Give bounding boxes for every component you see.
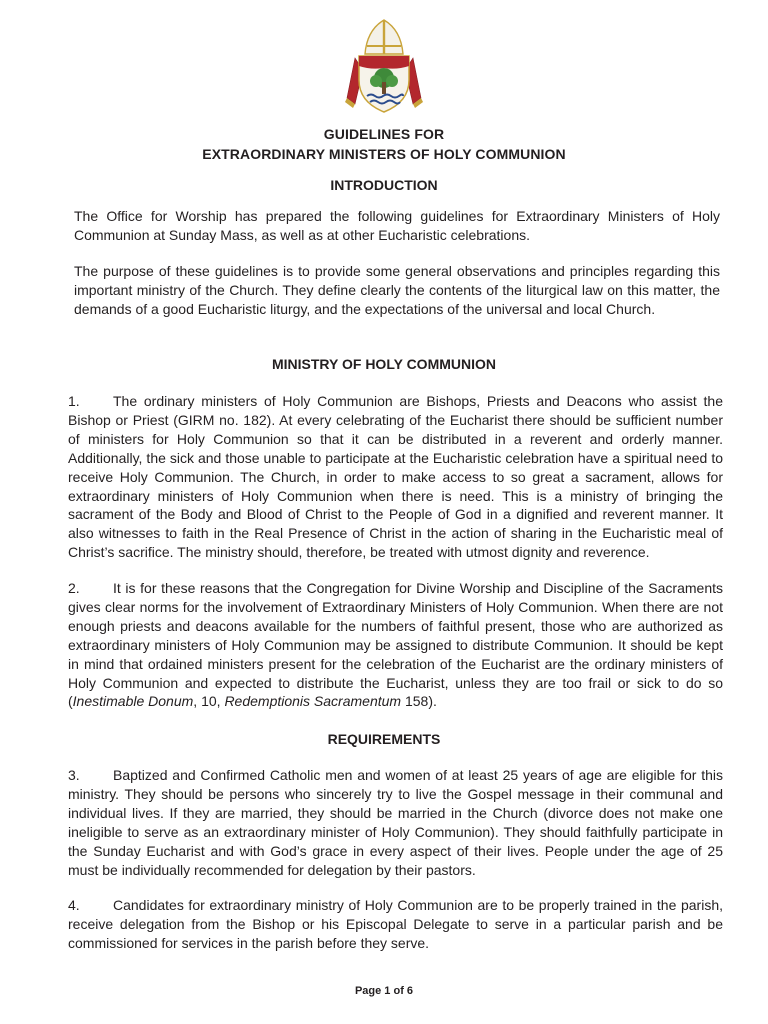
item-number: 3. [68, 767, 80, 783]
ministry-item-1 [68, 392, 723, 562]
ministry-heading: MINISTRY OF HOLY COMMUNION [271, 356, 496, 372]
document-title-line1: GUIDELINES FOR [323, 126, 445, 142]
citation-redemptionis-sacramentum: Redemptionis Sacramentum [224, 693, 402, 710]
introduction-paragraph-1: The Office for Worship has prepared the following guidelines for Extraordinary Ministers of Holy Communion at Sunday Mass, as well as at other Eucharistic celebrations. [74, 208, 720, 243]
document-title-line2: EXTRAORDINARY MINISTERS OF HOLY COMMUNION [202, 146, 566, 162]
item-number: 2. [68, 580, 80, 596]
diocese-crest-icon [343, 18, 425, 116]
requirements-item-3 [68, 766, 723, 879]
citation-inestimable-donum: Inestimable Donum [72, 693, 194, 710]
citation-separator: , 10, [193, 693, 225, 710]
page-number: Page 1 of 6 [354, 985, 414, 997]
introduction-heading: INTRODUCTION [330, 177, 438, 193]
requirements-heading: REQUIREMENTS [327, 731, 441, 747]
item-number: 4. [68, 897, 80, 913]
item-number: 1. [68, 393, 80, 409]
citation-end: 158). [401, 693, 437, 710]
item-text: Candidates for extraordinary ministry of Holy Communion are to be properly trained in the parish, receive delegation from the Bishop or his Episcopal Delegate to serve in a particular parish and be commissioned for services in the parish before they serve. [68, 897, 723, 951]
requirements-item-4 [68, 896, 723, 953]
introduction-paragraph-2: The purpose of these guidelines is to provide some general observations and principles regarding this important ministry of the Church. They define clearly the contents of the liturgical law on this matter, the demands of a good Eucharistic liturgy, and the expectations of the universal and local Church. [74, 263, 720, 317]
item-text: Baptized and Confirmed Catholic men and women of at least 25 years of age are eligible for this ministry. They should be persons who sincerely try to live the Gospel message in their communal and individual lives. If they are married, they should be married in the Church (divorce does not make one ineligible to serve as an extraordinary minister of Holy Communion). They should faithfully participate in the Sunday Eucharist and with God’s grace in every aspect of their lives. People under the age of 25 must be individually recommended for delegation by their pastors. [68, 767, 723, 878]
item-text: The ordinary ministers of Holy Communion are Bishops, Priests and Deacons who assist the Bishop or Priest (GIRM no. 182). At every celebrating of the Eucharist there should be sufficient number of ministers for Holy Communion so that it can be distributed in a reverent and orderly manner. Additionally, the sick and those unable to participate at the Eucharistic celebration have a spiritual need to receive Holy Communion. The Church, in order to make access to so great a sacrament, allows for extraordinary ministers of Holy Communion when there is need. This is a ministry of bringing the sacrament of the Body and Blood of Christ to the People of God in a dignified and reverent manner. It also witnesses to faith in the Real Presence of Christ in the action of sharing in the Eucharistic meal of Christ’s sacrifice. The ministry should, therefore, be treated with utmost dignity and reverence. [68, 393, 723, 561]
item-text: It is for these reasons that the Congregation for Divine Worship and Discipline of the Sacraments gives clear norms for the involvement of Extraordinary Ministers of Holy Communion. When there are not enough priests and deacons available for the numbers of faithful present, those who are authorized as extraordinary ministers of Holy Communion may be assigned to distribute Communion. It should be kept in mind that ordained ministers present for the celebration of the Eucharist are the ordinary ministers of Holy Communion and expected to distribute the Eucharist, unless they are too frail or sick to do so ( [68, 580, 723, 710]
ministry-item-2 [68, 579, 723, 711]
